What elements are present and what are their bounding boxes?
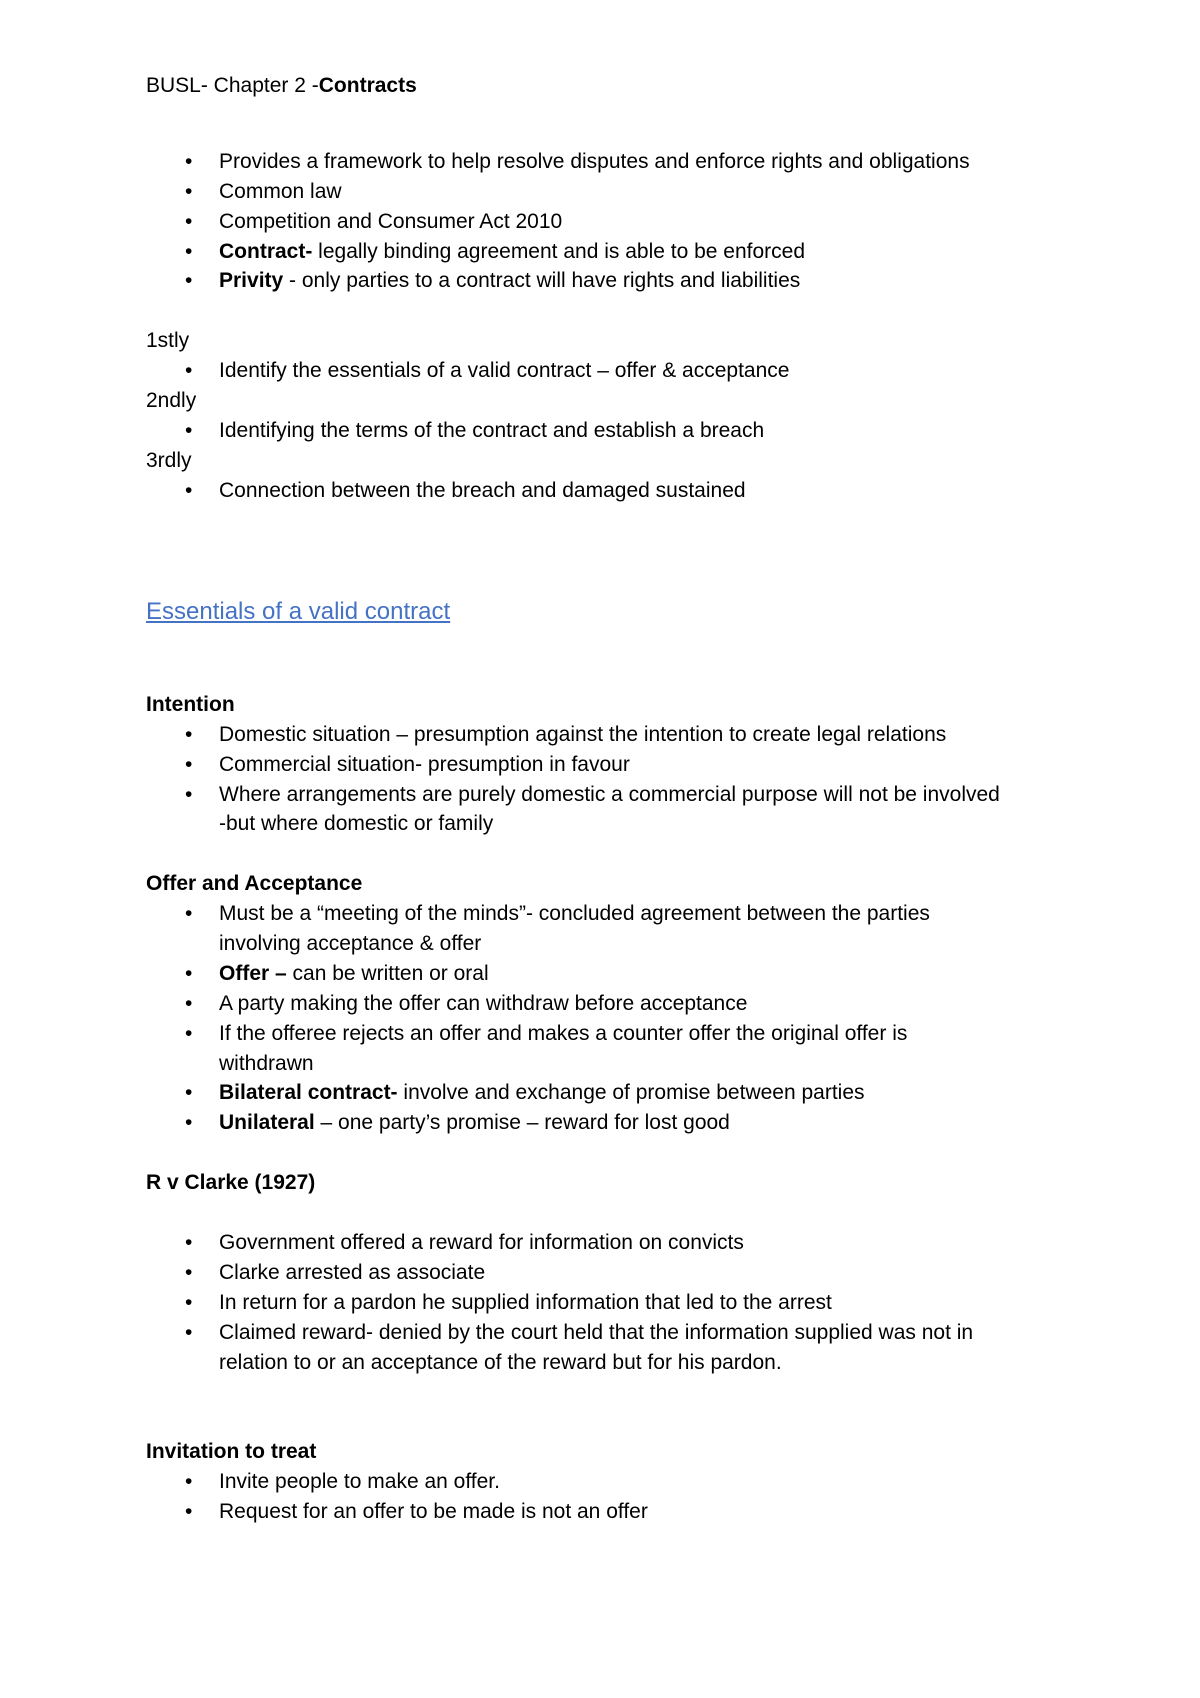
list-item-continuation: -but where domestic or family	[219, 812, 494, 835]
document-title: BUSL- Chapter 2 -Contracts	[146, 74, 417, 97]
list-item: • Invite people to make an offer.	[219, 1467, 500, 1497]
list-item: • Claimed reward- denied by the court held that the information supplied was not in	[219, 1318, 973, 1348]
list-item: • Identifying the terms of the contract and establish a breach	[219, 416, 764, 446]
list-item: • Clarke arrested as associate	[219, 1258, 485, 1288]
list-item: • Domestic situation – presumption against the intention to create legal relations	[219, 720, 946, 750]
subheading-offer-acceptance: Offer and Acceptance	[146, 872, 363, 895]
list-item: • A party making the offer can withdraw before acceptance	[219, 989, 747, 1019]
list-item-unilateral: • Unilateral – one party’s promise – reward for lost good	[219, 1108, 730, 1138]
list-item: • Commercial situation- presumption in favour	[219, 750, 630, 780]
subheading-intention: Intention	[146, 693, 235, 716]
list-item: • In return for a pardon he supplied information that led to the arrest	[219, 1288, 832, 1318]
list-item: • Identify the essentials of a valid contract – offer & acceptance	[219, 356, 789, 386]
list-item-offer: • Offer – can be written or oral	[219, 959, 489, 989]
list-item-continuation: relation to or an acceptance of the reward but for his pardon.	[219, 1351, 782, 1374]
list-item-bilateral: • Bilateral contract- involve and exchange of promise between parties	[219, 1078, 865, 1108]
list-item: • Connection between the breach and damaged sustained	[219, 476, 746, 506]
subheading-invitation: Invitation to treat	[146, 1440, 317, 1463]
list-item: • Competition and Consumer Act 2010	[219, 207, 562, 237]
step-label: 3rdly	[146, 449, 192, 472]
list-item-contract: • Contract- legally binding agreement and is able to be enforced	[219, 237, 805, 267]
list-item: • If the offeree rejects an offer and makes a counter offer the original offer is	[219, 1019, 907, 1049]
list-item-continuation: involving acceptance & offer	[219, 932, 482, 955]
step-label: 1stly	[146, 329, 190, 352]
list-item: • Where arrangements are purely domestic a commercial purpose will not be involved	[219, 780, 1000, 810]
list-item: • Request for an offer to be made is not an offer	[219, 1497, 648, 1527]
section-heading-essentials: Essentials of a valid contract	[146, 598, 451, 625]
list-item-privity: • Privity - only parties to a contract will have rights and liabilities	[219, 266, 800, 296]
list-item-continuation: withdrawn	[219, 1052, 314, 1075]
list-item: • Government offered a reward for information on convicts	[219, 1228, 744, 1258]
step-label: 2ndly	[146, 389, 197, 412]
list-item: • Provides a framework to help resolve disputes and enforce rights and obligations	[219, 147, 970, 177]
list-item: • Must be a “meeting of the minds”- concluded agreement between the parties	[219, 899, 930, 929]
subheading-case: R v Clarke (1927)	[146, 1171, 316, 1194]
list-item: • Common law	[219, 177, 342, 207]
